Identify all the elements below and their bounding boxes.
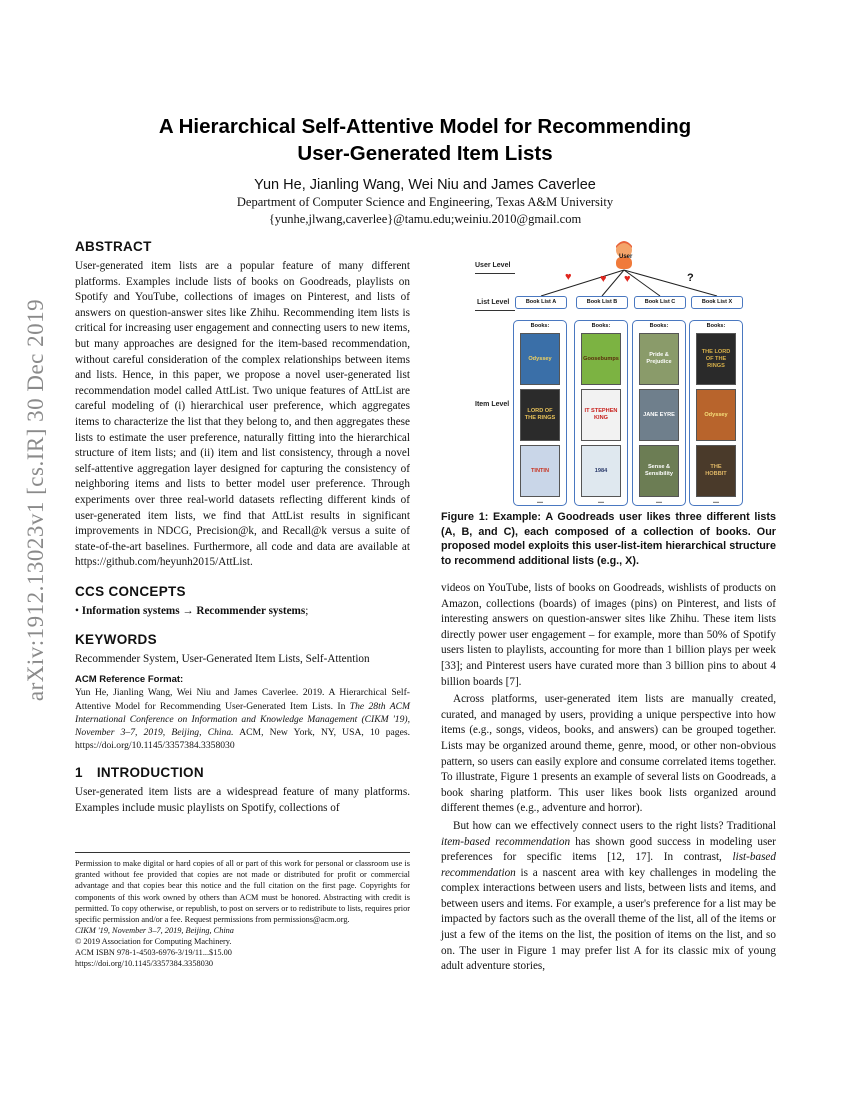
item-column-b [574,320,628,506]
isbn-line: ACM ISBN 978-1-4503-6976-3/19/11...$15.00 [75,948,232,958]
book-cover: IT STEPHEN KING [581,389,621,441]
list-level-label: List Level [477,299,510,306]
heart-icon-list-b: ♥ [600,273,607,285]
acm-reference-heading: ACM Reference Format: [75,674,184,686]
keywords-heading: KEYWORDS [75,631,157,647]
item-column-c [632,320,686,506]
ccs-heading: CCS CONCEPTS [75,583,186,599]
heart-icon-list-c: ♥ [624,273,631,285]
doi-line: https://doi.org/10.1145/3357384.3358030 [75,959,214,969]
book-cover: THE HOBBIT [696,445,736,497]
user-label: User [619,254,633,260]
author-list: Yun He, Jianling Wang, Wei Niu and James Caverlee [254,177,596,193]
heart-icon-list-a: ♥ [565,271,572,283]
arxiv-stamp [8,300,64,700]
permission-notice: Permission to make digital or hard copies of all or part of this work for personal or classroom use is granted without fee provided that copies are not made or distributed for profit or commercial advantage and that copies bear this notice and the full citation on the first page. Copyrights for components of this work owned by others than ACM must be honored. Abstracting with credit is permitted. To copy otherwise, or republish, to post on servers or to redistribute to lists, requires prior specific permission and/or a fee. Request permissions from permissions@acm.org. [75,859,410,925]
book-cover: THE LORD OF THE RINGS [696,333,736,385]
hierarchy-edges [441,238,776,328]
abstract-text: User-generated item lists are a popular feature of many different platforms. Examples include lists of books on Goodreads, playlists on Spotify and YouTube, collections of images on Pinterest, and lists of answers on question-answer sites like Zhihu. Recommending item lists is critical for increasing user engagement and connecting users to new items, but many approaches are designed for the item-based recommendation, without careful consideration of the complex relationships between items and lists. Hence, in this paper, we propose a novel user-generated list recommendation model called AttList. Two unique features of AttList are careful modeling of (i) hierarchical user preference, which aggregates items to characterize the list that they belong to, and then aggregates these lists to estimate the user preference, naturally fitting into the hierarchical structure of item lists; and (ii) item and list consistency, through a novel self-attentive aggregation layer designed for capturing the consistency of neighboring items and lists to better model user preference. Through experiments over three real-world datasets reflecting different kinds of user-generated item lists, we find that AttList results in significant improvements in NDCG, Precision@k, and Recall@k versus a suite of state-of-the-art baselines. Furthermore, all code and data are available at https://github.com/heyunh2015/AttList. [75,260,410,569]
list-box-x: Book List X [691,296,743,309]
author-emails: {yunhe,jlwang,caverlee}@tamu.edu;weiniu.2010@gmail.com [268,212,582,226]
user-level-label: User Level [475,262,511,269]
keywords-text: Recommender System, User-Generated Item Lists, Self-Attention [75,652,370,665]
ccs-concept-text: Information systems → Recommender systems [81,604,306,617]
book-cover: JANE EYRE [639,389,679,441]
abstract-heading: ABSTRACT [75,239,152,254]
venue-line: CIKM '19, November 3–7, 2019, Beijing, China [75,926,234,936]
introduction-left-text: User-generated item lists are a widespread feature of many platforms. Examples include music playlists on Spotify, collections of [75,786,410,815]
book-cover: LORD OF THE RINGS [520,389,560,441]
paper-title: A Hierarchical Self-Attentive Model for Recommending User-Generated Item Lists [158,115,692,165]
introduction-right-p1: videos on YouTube, lists of books on Goodreads, wishlists of products on Amazon, collections (boards) of images (pins) on Pinterest, and lists of interesting answers on question-answer sites like Zhihu. These item lists directly power user engagement – for example, more than 50% of Spotify users listen to playlists, accounting for more than 1 billion plays per week [33]; and Pinterest users have curated more than 3 billion pins to about 4 billion boards [7]. [441,582,776,688]
book-cover: Sense & Sensibility [639,445,679,497]
books-label: Books: [706,323,726,329]
list-box-a: Book List A [515,296,567,309]
introduction-right-p2: Across platforms, user-generated item lists are manually created, curated, and managed by users, providing a unique perspective into how items (e.g., songs, videos, books, and answers) can be grouped together. Lists may be organized around theme, genre, mood, or other non-obvious pattern, so users can easily explore and consume correlated items together. To illustrate, Figure 1 presents an example of several lists on Goodreads, a book sharing platform. This user likes book lists organized around different themes (e.g., adventure and horror). [441,693,776,815]
book-cover: 1984 [581,445,621,497]
book-cover: Odyssey [696,389,736,441]
books-label: Books: [591,323,611,329]
figure-1 [441,238,776,506]
book-cover: Pride & Prejudice [639,333,679,385]
more-items-ellipsis: ... [656,496,662,505]
acm-reference-text: Yun He, Jianling Wang, Wei Niu and James Caverlee. 2019. A Hierarchical Self-Attentive Model for Recommending User-Generated Item Lists. In The 28th ACM International Conference on Information and Knowledge Management (CIKM '19), November 3–7, 2019, Beijing, China. ACM, New York, NY, USA, 10 pages. https://doi.org/10.1145/3357384.3358030 [75,687,410,752]
affiliation: Department of Computer Science and Engineering, Texas A&M University [236,195,614,209]
title-block [75,113,775,228]
item-column-a [513,320,567,506]
question-mark-list-x: ? [687,272,694,284]
books-label: Books: [530,323,550,329]
item-level-label: Item Level [475,401,510,408]
more-items-ellipsis: ... [713,496,719,505]
books-label: Books: [649,323,669,329]
copyright-footnote [75,852,410,969]
more-items-ellipsis: ... [537,496,543,505]
ccs-concepts: • Information systems → Recommender systems; [75,604,309,617]
left-column [75,238,410,817]
list-box-b: Book List B [576,296,628,309]
introduction-heading: 1 INTRODUCTION [75,765,204,781]
right-column [441,238,776,975]
figure-caption: Figure 1: Example: A Goodreads user likes three different lists (A, B, and C), each composed of a collection of books. Our proposed model exploits this user-list-item hierarchical structure to recommend additional lists (e.g., X). [441,511,776,567]
arxiv-id: arXiv:1912.13023v1 [cs.IR] 30 Dec 2019 [23,298,48,702]
more-items-ellipsis: ... [598,496,604,505]
list-box-c: Book List C [634,296,686,309]
introduction-right-p3: But how can we effectively connect users to the right lists? Traditional item-based recommendation has shown good success in modeling user preferences for specific items [12, 17]. In contrast, list-based recommendation is a nascent area with key challenges in modeling the complex interactions between users and lists, between lists and items, and between users and items. For example, a user's preference for a list may be impacted by factors such as the overall theme of the list, all of the items or just a few of the items on the list, the position of items on the list, and so on. The user in Figure 1 may prefer list A for its classic mix of young adult adventure stories, [441,819,776,973]
book-cover: Goosebumps [581,333,621,385]
item-column-x [689,320,743,506]
book-cover: Odyssey [520,333,560,385]
copyright-line: © 2019 Association for Computing Machinery. [75,937,232,947]
book-cover: TINTIN [520,445,560,497]
